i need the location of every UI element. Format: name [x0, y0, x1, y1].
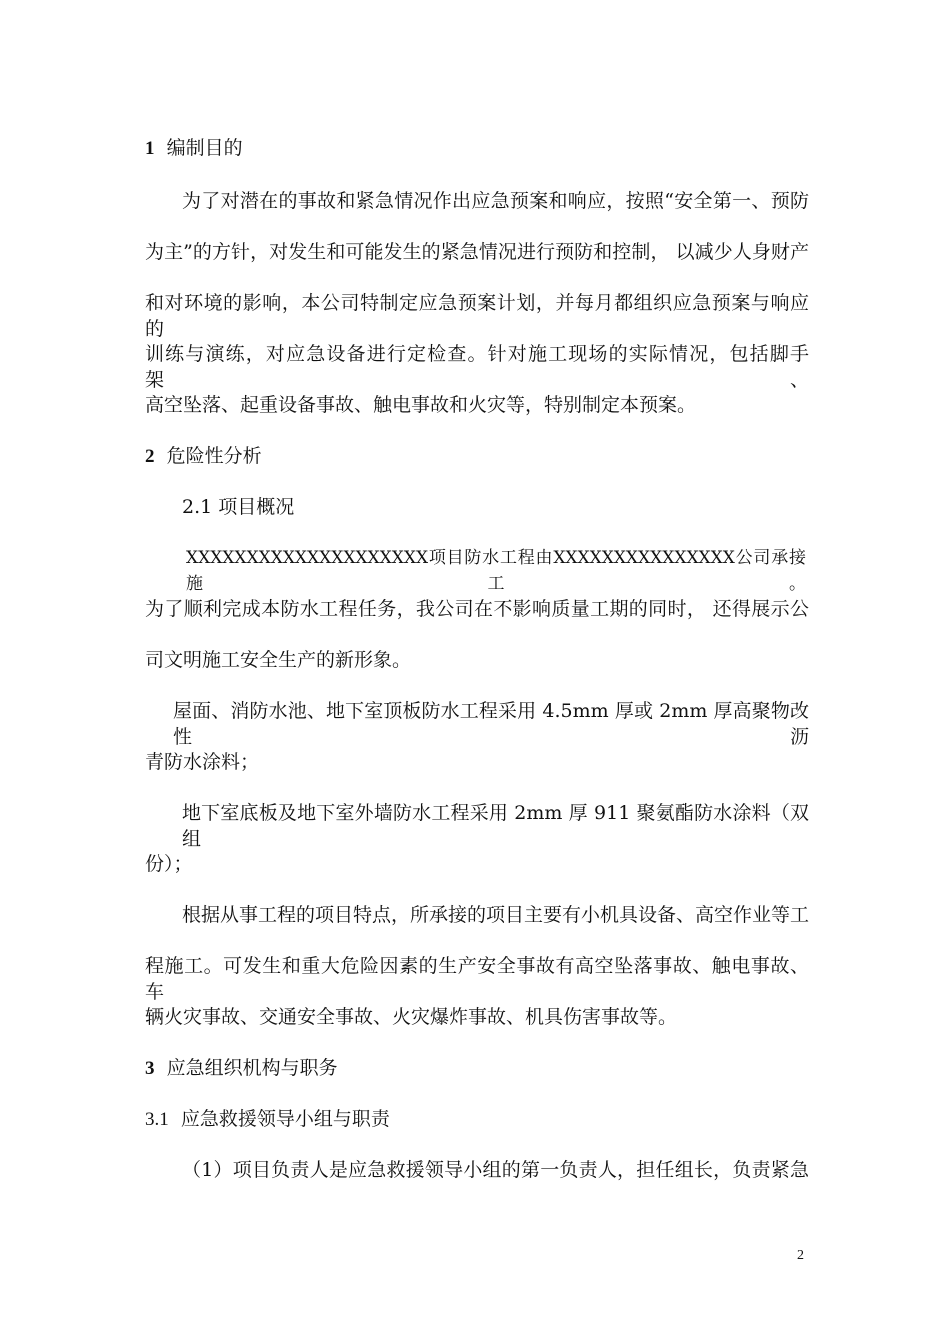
- subsection-heading-3-1: 3.1 应急救援领导小组与职责: [145, 1108, 390, 1130]
- paragraph-line: 为了对潜在的事故和紧急情况作出应急预案和响应，按照“安全第一、预防: [182, 190, 809, 212]
- paragraph-line: 司文明施工安全生产的新形象。: [145, 649, 412, 671]
- paragraph-line: 为主”的方针，对发生和可能发生的紧急情况进行预防和控制， 以减少人身财产: [145, 241, 809, 263]
- paragraph-line: （1）项目负责人是应急救援领导小组的第一负责人，担任组长，负责紧急: [182, 1159, 809, 1181]
- paragraph-line: XXXXXXXXXXXXXXXXXXXX项目防水工程由XXXXXXXXXXXXXXX公司承接施工。: [186, 548, 806, 594]
- paragraph-line: 程施工。可发生和重大危险因素的生产安全事故有高空坠落事故、触电事故、车: [145, 955, 809, 1003]
- paragraph-line: 和对环境的影响，本公司特制定应急预案计划，并每月都组织应急预案与响应的: [145, 292, 809, 340]
- paragraph-line: 地下室底板及地下室外墙防水工程采用 2mm 厚 911 聚氨酯防水涂料（双组: [182, 802, 809, 850]
- subsection-heading-2-1: 2.1 项目概况: [182, 496, 295, 518]
- paragraph-line: 为了顺利完成本防水工程任务，我公司在不影响质量工期的同时， 还得展示公: [145, 598, 809, 620]
- paragraph-line: 青防水涂料；: [145, 751, 260, 773]
- section-heading-2: 2 危险性分析: [145, 445, 262, 467]
- paragraph-line: 辆火灾事故、交通安全事故、火灾爆炸事故、机具伤害事故等。: [145, 1006, 678, 1028]
- section-heading-1: 1 编制目的: [145, 137, 243, 159]
- paragraph-line: 屋面、消防水池、地下室顶板防水工程采用 4.5mm 厚或 2mm 厚高聚物改性沥: [173, 700, 809, 748]
- paragraph-line: 根据从事工程的项目特点，所承接的项目主要有小机具设备、高空作业等工: [182, 904, 810, 926]
- paragraph-line: 高空坠落、起重设备事故、触电事故和火灾等，特别制定本预案。: [145, 394, 697, 416]
- paragraph-line: 训练与演练，对应急设备进行定检查。针对施工现场的实际情况，包括脚手架、: [145, 343, 809, 391]
- paragraph-line: 份）；: [145, 853, 193, 875]
- page-number: 2: [797, 1248, 804, 1263]
- section-heading-3: 3 应急组织机构与职务: [145, 1057, 338, 1079]
